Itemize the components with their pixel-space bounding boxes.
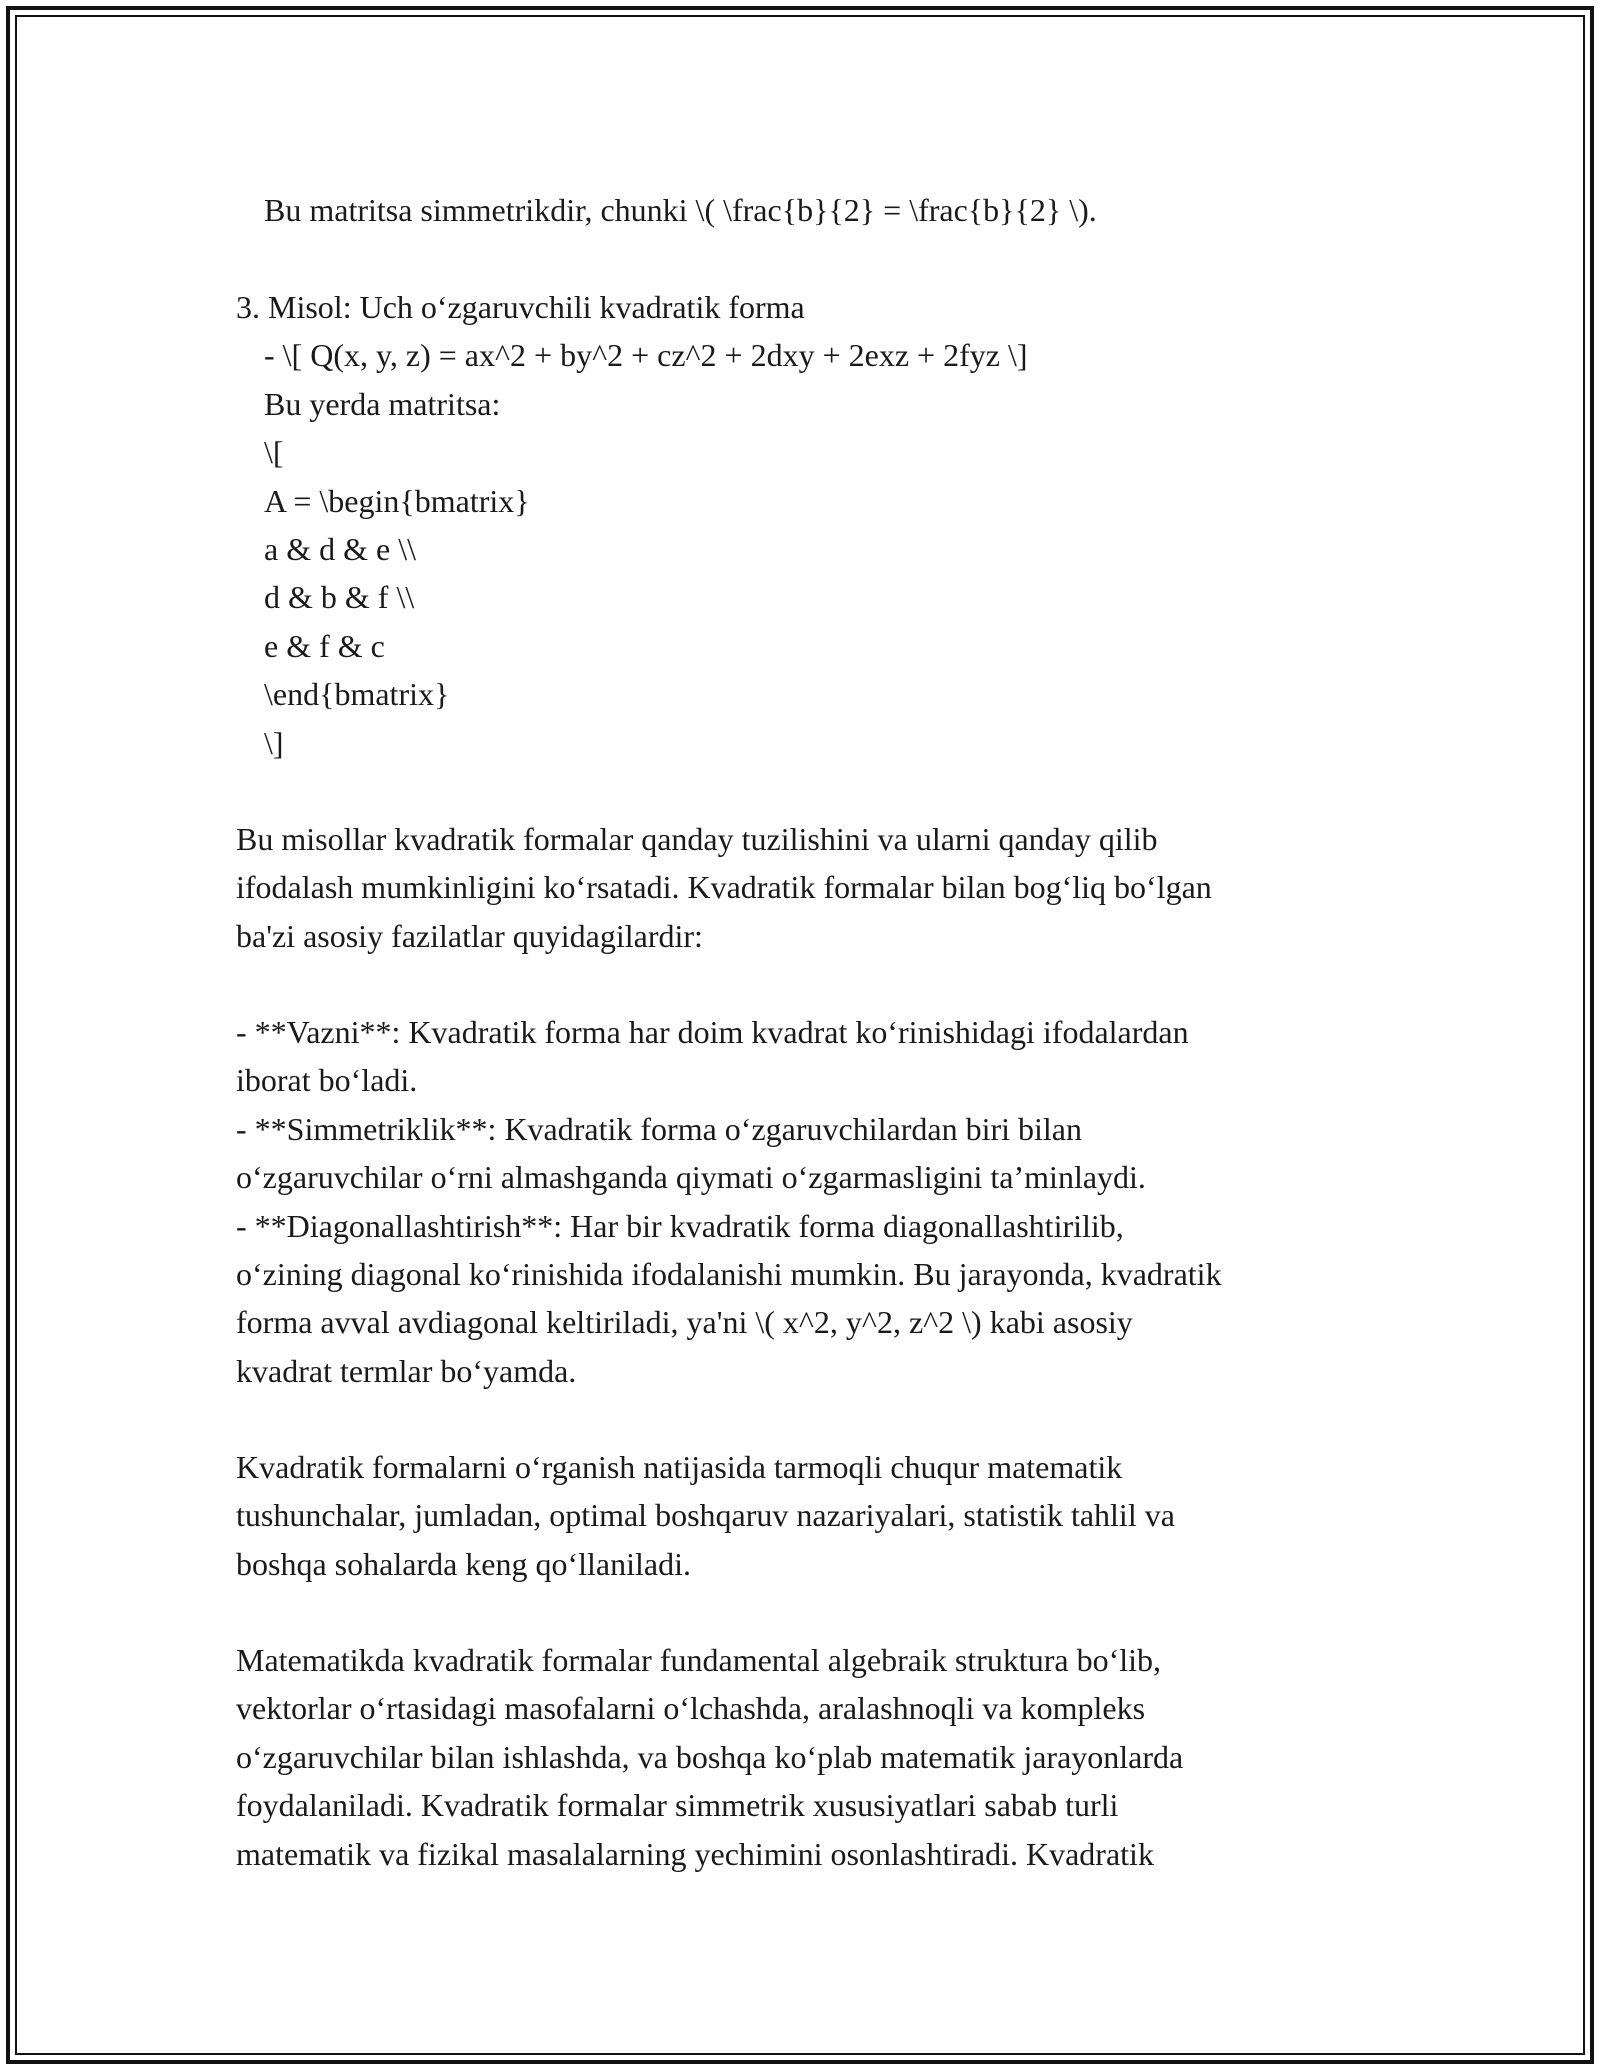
property-line: - **Diagonallashtirish**: Har bir kvadratik forma diagonallashtirilib,	[236, 1207, 1124, 1244]
example-3-heading: 3. Misol: Uch o‘zgaruvchili kvadratik forma	[236, 289, 805, 325]
property-line: kvadrat termlar bo‘yamda.	[236, 1352, 577, 1389]
paragraph-line: boshqa sohalarda keng qo‘llaniladi.	[236, 1545, 691, 1582]
property-line: - **Vazni**: Kvadratik forma har doim kvadrat ko‘rinishidagi ifodalardan	[236, 1014, 1189, 1050]
matrix-line: \end{bmatrix}	[264, 676, 450, 713]
matrix-intro: Bu yerda matritsa:	[264, 385, 501, 422]
paragraph-line: ba'zi asosiy fazilatlar quyidagilardir:	[236, 917, 703, 954]
paragraph-line: Kvadratik formalarni o‘rganish natijasida tarmoqli chuqur matematik	[236, 1449, 1123, 1485]
paragraph-examples-summary	[236, 815, 1376, 960]
paragraph-line: tushunchalar, jumladan, optimal boshqaruv nazariyalari, statistik tahlil va	[236, 1497, 1175, 1534]
paragraph-line: Matematikda kvadratik formalar fundamental algebraik struktura bo‘lib,	[236, 1642, 1161, 1678]
matrix-line: \]	[264, 724, 284, 761]
example-3-formula: - \[ Q(x, y, z) = ax^2 + by^2 + cz^2 + 2dxy + 2exz + 2fyz \]	[264, 337, 1028, 374]
properties-list	[236, 1008, 1376, 1395]
property-line: iborat bo‘ladi.	[236, 1062, 418, 1099]
paragraph-applications	[236, 1443, 1376, 1588]
paragraph-line: ifodalash mumkinligini ko‘rsatadi. Kvadratik formalar bilan bog‘liq bo‘lgan	[236, 869, 1212, 906]
matrix-line: A = \begin{bmatrix}	[264, 482, 530, 519]
matrix-line: e & f & c	[264, 627, 385, 664]
matrix-line: a & d & e \\	[264, 530, 416, 567]
property-line: o‘zgaruvchilar o‘rni almashganda qiymati o‘zgarmasligini ta’minlaydi.	[236, 1159, 1146, 1196]
paragraph-line: vektorlar o‘rtasidagi masofalarni o‘lchashda, aralashnoqli va kompleks	[236, 1690, 1146, 1727]
example-3-block	[236, 283, 1376, 767]
matrix-line: \[	[264, 434, 284, 471]
property-line: - **Simmetriklik**: Kvadratik forma o‘zgaruvchilardan biri bilan	[236, 1110, 1082, 1147]
paragraph-line: matematik va fizikal masalalarning yechimini osonlashtiradi. Kvadratik	[236, 1835, 1154, 1872]
paragraph-line: foydalaniladi. Kvadratik formalar simmetrik xususiyatlari sabab turli	[236, 1787, 1119, 1824]
paragraph-line: o‘zgaruvchilar bilan ishlashda, va boshqa ko‘plab matematik jarayonlarda	[236, 1738, 1184, 1775]
property-line: o‘zining diagonal ko‘rinishida ifodalanishi mumkin. Bu jarayonda, kvadratik	[236, 1255, 1222, 1292]
paragraph-line: Bu misollar kvadratik formalar qanday tuzilishini va ularni qanday qilib	[236, 821, 1158, 857]
property-line: forma avval avdiagonal keltiriladi, ya'ni \( x^2, y^2, z^2 \) kabi asosiy	[236, 1304, 1133, 1341]
continuation-line: Bu matritsa simmetrikdir, chunki \( \frac{b}{2} = \frac{b}{2} \).	[264, 192, 1097, 228]
paragraph-fundamentals	[236, 1636, 1376, 1878]
matrix-line: d & b & f \\	[264, 579, 415, 616]
